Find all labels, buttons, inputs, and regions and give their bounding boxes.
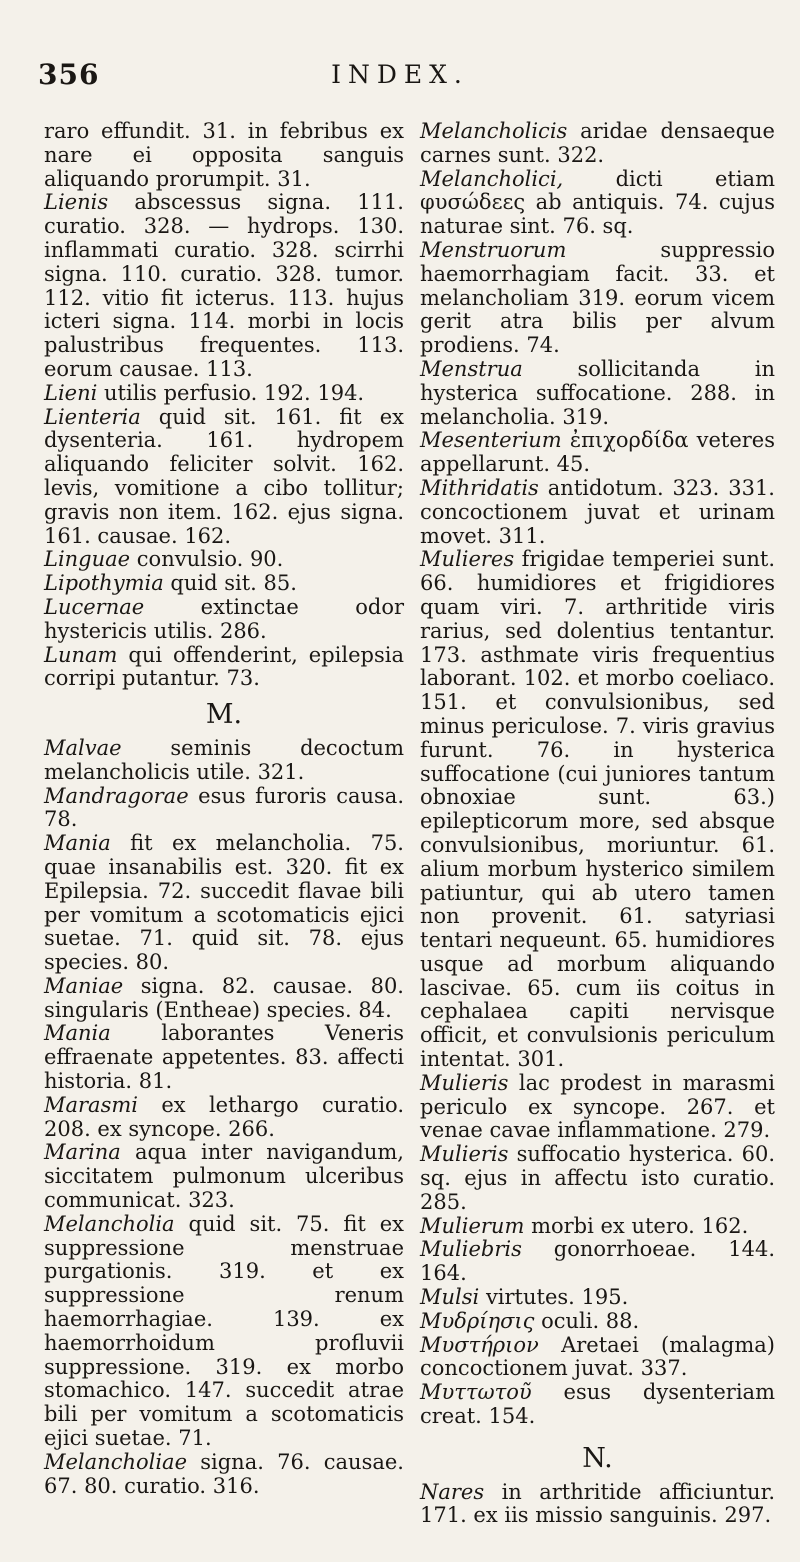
section-letter: N.: [582, 1442, 613, 1474]
index-entry: [420, 1238, 775, 1286]
entry-text: gonorrhoeae. 144. 164.: [420, 1237, 775, 1286]
entry-headword: Marina: [44, 1140, 121, 1165]
entry-text: lac prodest in marasmi periculo ex syncope. 267. et venae cavae inflammatione. 279.: [420, 1070, 775, 1143]
entry-text: ἐπιχορδίδα veteres appellarunt. 45.: [420, 428, 775, 477]
entry-text: quid sit. 75. fit ex suppressione menstruae purgationis. 319. et ex suppressione renum haemorrhagiae. 139. ex haemorrhoidum profluvii suppressione. 319. ex morbo stomachico. 147. succedit atrae bili per vomitum a scotomaticis ejici suetae. 71.: [44, 1211, 404, 1451]
index-entry: [44, 1094, 404, 1142]
entry-headword: Mesenterium: [420, 428, 562, 453]
index-entry: [420, 1215, 775, 1239]
index-entry: [44, 975, 404, 1023]
entry-headword: Lienteria: [44, 404, 141, 429]
entry-text: in arthritide afficiuntur. 171. ex iis missio sanguinis. 297.: [420, 1479, 775, 1528]
index-entry: [44, 832, 404, 975]
index-entry: [420, 477, 775, 548]
section-letter: M.: [205, 699, 243, 731]
index-entry: [420, 1310, 775, 1334]
page-number: 356: [38, 58, 100, 91]
index-entry: [420, 429, 775, 477]
index-entry: [420, 548, 775, 1072]
entry-text: ex lethargo curatio. 208. ex syncope. 266.: [44, 1092, 404, 1141]
entry-headword: Mandragorae: [44, 783, 189, 808]
right-column: [420, 120, 775, 1528]
entry-headword: Nares: [420, 1479, 485, 1504]
index-entry: [420, 1381, 775, 1429]
index-entry: [44, 644, 404, 692]
entry-text: morbi ex utero. 162.: [531, 1213, 749, 1238]
entry-headword: Μυστήριον: [420, 1332, 539, 1357]
index-entry: [420, 1143, 775, 1214]
index-entry: [420, 120, 775, 168]
entry-text: seminis decoctum melancholicis utile. 321.: [44, 735, 404, 784]
entry-headword: Linguae: [44, 547, 131, 572]
entry-text: convulsio. 90.: [136, 547, 284, 572]
entry-text: aridae densaeque carnes sunt. 322.: [420, 119, 775, 167]
page-header: [0, 58, 800, 98]
entry-text: dicti etiam φυσώδεες ab antiquis. 74. cujus naturae sint. 76. sq.: [420, 166, 775, 239]
entry-text: esus dysenteriam creat. 154.: [420, 1380, 775, 1429]
entry-headword: Maniae: [44, 973, 124, 998]
entry-text: virtutes. 195.: [485, 1285, 629, 1310]
entry-text: sollicitanda in hysterica suffocatione. 288. in melancholia. 319.: [420, 356, 775, 429]
entry-text: esus furoris causa. 78.: [44, 783, 404, 832]
entry-headword: Melancholia: [44, 1211, 175, 1236]
entry-headword: Lunam: [44, 642, 118, 667]
entry-headword: Marasmi: [44, 1092, 138, 1117]
index-entry: [44, 572, 404, 596]
index-entry: [420, 239, 775, 358]
entry-headword: Μυδρίησις: [420, 1308, 535, 1333]
entry-headword: Melancholicis: [420, 119, 568, 143]
left-column: [44, 120, 404, 1498]
entry-text: suffocatio hysterica. 60. sq. ejus in affectu isto curatio. 285.: [420, 1142, 775, 1214]
entry-text: signa. 82. causae. 80. singularis (Entheae) species. 84.: [44, 973, 404, 1022]
entry-headword: Mulieris: [420, 1142, 509, 1167]
index-entry: [420, 1286, 775, 1310]
entry-text: abscessus signa. 111. curatio. 328. — hydrops. 130. inflammati curatio. 328. scirrhi signa. 110. curatio. 328. tumor. 112. vitio fit icterus. 113. hujus icteri signa. 114. morbi in locis palustribus frequentes. 113. eorum causae. 113.: [44, 190, 404, 381]
index-entry: [44, 1022, 404, 1093]
entry-text: qui offenderint, epilepsia corripi putantur. 73.: [44, 642, 404, 691]
index-entry: [44, 737, 404, 785]
index-entry: [420, 1072, 775, 1143]
index-entry: [44, 596, 404, 644]
index-entry: [420, 168, 775, 239]
index-entry: [44, 785, 404, 833]
entry-headword: Menstruorum: [420, 237, 567, 262]
entry-headword: Mithridatis: [420, 475, 539, 500]
entry-headword: Lipothymia: [44, 571, 164, 596]
entry-text: utilis perfusio. 192. 194.: [104, 380, 365, 405]
running-head: INDEX.: [331, 60, 469, 89]
entry-headword: Melancholiae: [44, 1449, 188, 1474]
entry-headword: Mania: [44, 831, 111, 856]
entry-text: quid sit. 161. fit ex dysenteria. 161. hydropem aliquando feliciter solvit. 162. levis, vomitione a cibo tollitur; gravis non item. 162. ejus signa. 161. causae. 162.: [44, 404, 404, 548]
entry-headword: Malvae: [44, 735, 122, 760]
entry-headword: Melancholici,: [420, 166, 564, 191]
entry-text: Aretaei (malagma) concoctionem juvat. 337.: [420, 1332, 775, 1381]
entry-text: quid sit. 85.: [170, 571, 297, 596]
entry-headword: Lieni: [44, 380, 98, 405]
index-entry: [44, 191, 404, 381]
index-entry: [44, 1451, 404, 1499]
index-entry: [44, 382, 404, 406]
index-entry: [44, 406, 404, 549]
entry-text: oculi. 88.: [541, 1308, 640, 1333]
entry-text: antidotum. 323. 331. concoctionem juvat et urinam movet. 311.: [420, 475, 775, 548]
index-entry: [420, 1334, 775, 1382]
entry-text: signa. 76. causae. 67. 80. curatio. 316.: [44, 1449, 404, 1498]
entry-text: fit ex melancholia. 75. quae insanabilis est. 320. fit ex Epilepsia. 72. succedit flavae bili per vomitum a scotomaticis ejici suetae. 71. quid sit. 78. ejus species. 80.: [44, 831, 404, 975]
entry-text: extinctae odor hystericis utilis. 286.: [44, 594, 404, 643]
index-entry: [44, 548, 404, 572]
index-entry: [420, 358, 775, 429]
entry-text: frigidae temperiei sunt. 66. humidiores et frigidiores quam viri. 7. arthritide viris rarius, sed dolentius tentantur. 173. asthmate viris frequentius laborant. 102. et morbo coeliaco. 151. et convulsionibus, sed minus periculose. 7. viris gravius furunt. 76. in hysterica suffocatione (cui juniores tantum obnoxiae sunt. 63.) epilepticorum more, sed absque convulsionibus, moriuntur. 61. alium morbum hysterico similem patiuntur, qui ab utero tamen non provenit. 61. satyriasi tentari nequeunt. 65. humidiores usque ad morbum aliquando lascivae. 65. cum iis coitus in cephalaea capiti nervisque officit, et convulsionis periculum intentat. 301.: [420, 547, 775, 1072]
entry-headword: Muliebris: [420, 1237, 522, 1262]
entry-headword: Mulierum: [420, 1213, 525, 1238]
entry-headword: Lienis: [44, 190, 109, 215]
entry-headword: Menstrua: [420, 356, 523, 381]
entry-text: aqua inter navigandum, siccitatem pulmonum ulceribus communicat. 323.: [44, 1140, 404, 1213]
entry-headword: Mulieres: [420, 547, 515, 572]
entry-headword: Μυττωτοῦ: [420, 1380, 532, 1405]
index-entry: [420, 1481, 775, 1529]
entry-text: suppressio haemorrhagiam facit. 33. et melancholiam 319. eorum vicem gerit atra bilis per alvum prodiens. 74.: [420, 237, 775, 358]
entry-headword: Mania: [44, 1021, 111, 1046]
index-entry: [44, 1213, 404, 1451]
entry-headword: Mulieris: [420, 1070, 509, 1095]
index-entry: [44, 1141, 404, 1212]
entry-text: raro effundit. 31. in febribus ex nare ei opposita sanguis aliquando prorumpit. 31.: [44, 119, 404, 191]
index-entry: [44, 120, 404, 191]
entry-text: laborantes Veneris effraenate appetentes. 83. affecti historia. 81.: [44, 1021, 404, 1094]
entry-headword: Mulsi: [420, 1285, 480, 1310]
entry-headword: Lucernae: [44, 594, 145, 619]
